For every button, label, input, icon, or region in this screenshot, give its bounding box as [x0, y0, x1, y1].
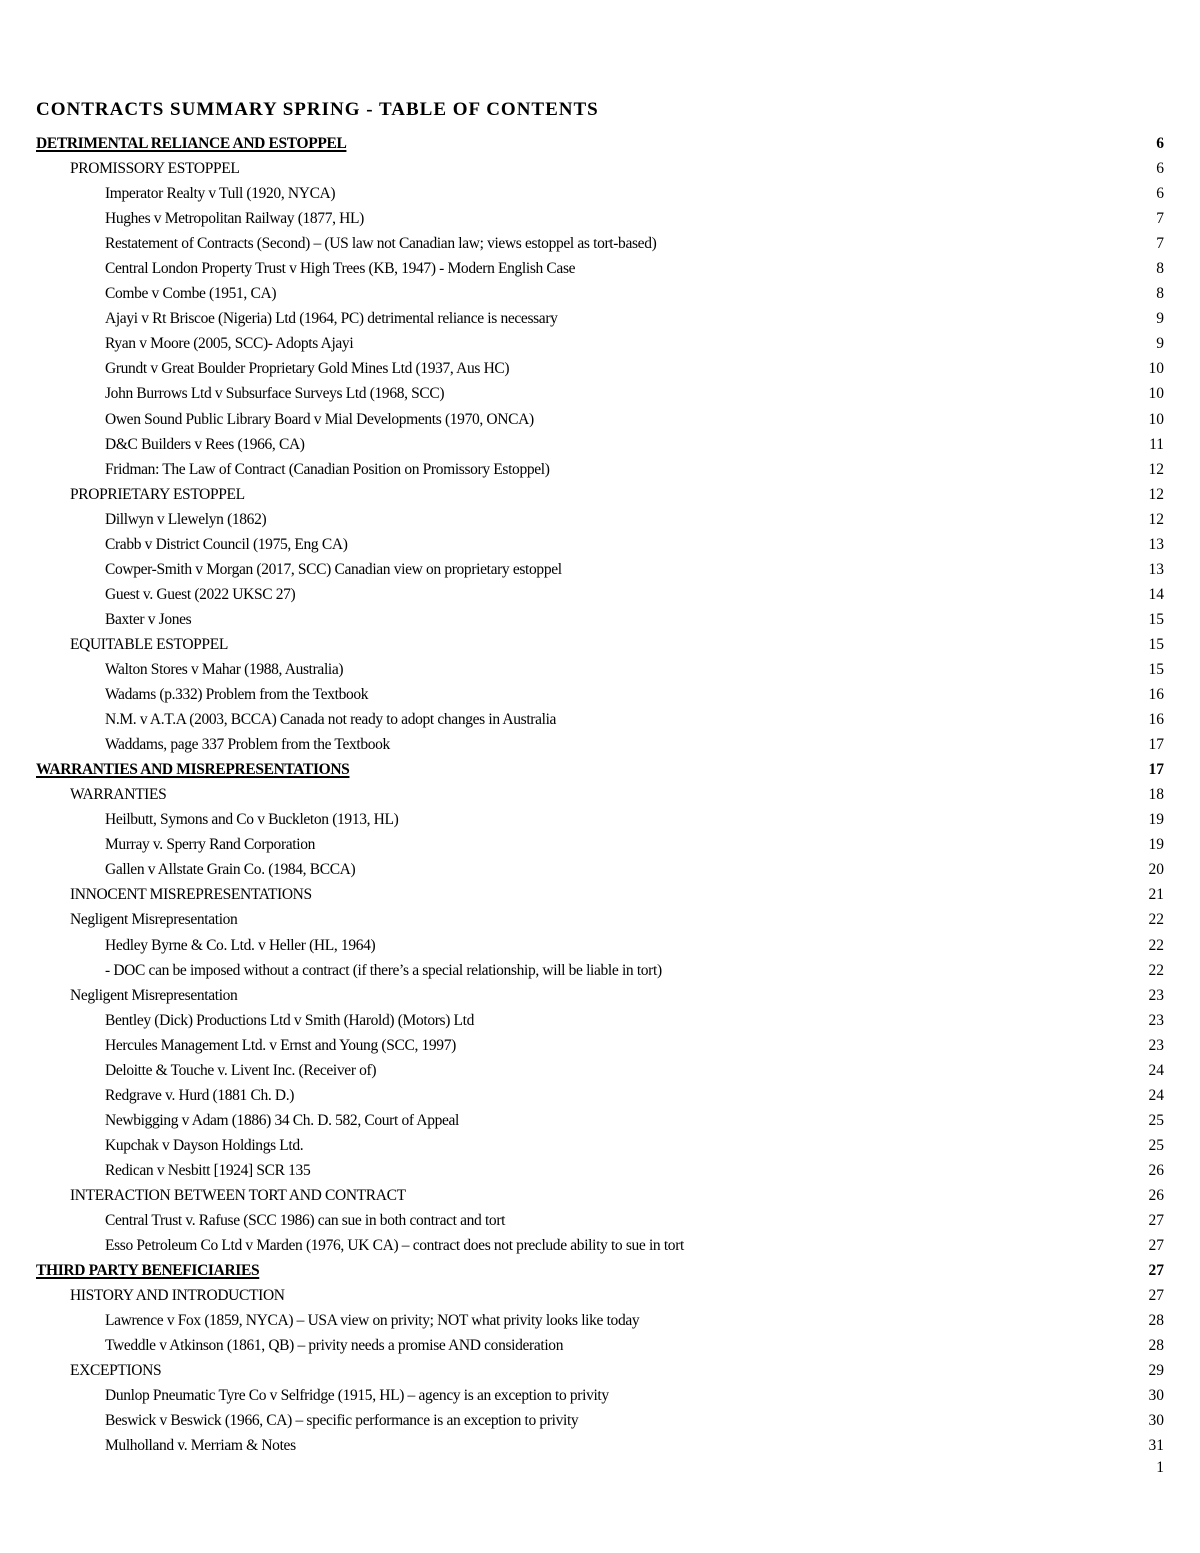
- toc-entry-title: Negligent Misrepresentation: [70, 911, 238, 929]
- toc-entry-title: Owen Sound Public Library Board v Mial Developments (1970, ONCA): [105, 410, 534, 428]
- toc-case-entry[interactable]: [36, 1158, 1164, 1183]
- toc-case-entry[interactable]: [36, 832, 1164, 857]
- toc-entry-title: D&C Builders v Rees (1966, CA): [105, 435, 305, 453]
- toc-subsection[interactable]: [36, 482, 1164, 507]
- toc-case-entry[interactable]: [36, 1233, 1164, 1258]
- toc-entry-page-number: 6: [1156, 185, 1164, 203]
- document-title: CONTRACTS SUMMARY SPRING - TABLE OF CONTENTS: [36, 99, 599, 120]
- toc-case-entry[interactable]: [36, 958, 1164, 983]
- toc-subsection[interactable]: [36, 907, 1164, 932]
- toc-case-entry[interactable]: [36, 1058, 1164, 1083]
- toc-entry-page-number: 13: [1148, 560, 1164, 578]
- toc-case-entry[interactable]: [36, 1208, 1164, 1233]
- toc-entry-page-number: 12: [1148, 510, 1164, 528]
- toc-case-entry[interactable]: [36, 206, 1164, 231]
- toc-case-entry[interactable]: [36, 532, 1164, 557]
- toc-case-entry[interactable]: [36, 1408, 1164, 1433]
- toc-entry-title: Wadams (p.332) Problem from the Textbook: [105, 686, 369, 704]
- toc-entry-page-number: 9: [1156, 310, 1164, 328]
- toc-subsection[interactable]: [36, 632, 1164, 657]
- toc-case-entry[interactable]: [36, 933, 1164, 958]
- toc-case-entry[interactable]: [36, 682, 1164, 707]
- toc-entry-page-number: 27: [1148, 1287, 1164, 1305]
- toc-entry-title: Kupchak v Dayson Holdings Ltd.: [105, 1136, 304, 1154]
- toc-entry-page-number: 8: [1156, 285, 1164, 303]
- toc-entry-page-number: 22: [1148, 936, 1164, 954]
- toc-entry-page-number: 8: [1156, 260, 1164, 278]
- toc-entry-title: Negligent Misrepresentation: [70, 986, 238, 1004]
- toc-section[interactable]: [36, 757, 1164, 782]
- toc-entry-title: Lawrence v Fox (1859, NYCA) – USA view on privity; NOT what privity looks like today: [105, 1312, 640, 1330]
- toc-entry-title: John Burrows Ltd v Subsurface Surveys Ltd (1968, SCC): [105, 385, 445, 403]
- toc-subsection[interactable]: [36, 1183, 1164, 1208]
- toc-entry-page-number: 27: [1148, 1262, 1164, 1280]
- toc-entry-page-number: 10: [1148, 360, 1164, 378]
- toc-case-entry[interactable]: [36, 231, 1164, 256]
- toc-entry-page-number: 27: [1148, 1237, 1164, 1255]
- toc-entry-title: EXCEPTIONS: [70, 1362, 162, 1380]
- toc-entry-title: Cowper-Smith v Morgan (2017, SCC) Canadian view on proprietary estoppel: [105, 560, 562, 578]
- toc-entry-page-number: 20: [1148, 861, 1164, 879]
- toc-entry-page-number: 14: [1148, 585, 1164, 603]
- toc-subsection[interactable]: [36, 882, 1164, 907]
- toc-entry-title: N.M. v A.T.A (2003, BCCA) Canada not ready to adopt changes in Australia: [105, 711, 557, 729]
- toc-case-entry[interactable]: [36, 432, 1164, 457]
- toc-case-entry[interactable]: [36, 407, 1164, 432]
- toc-case-entry[interactable]: [36, 582, 1164, 607]
- toc-entry-title: Imperator Realty v Tull (1920, NYCA): [105, 185, 336, 203]
- toc-entry-title: PROMISSORY ESTOPPEL: [70, 160, 240, 178]
- toc-entry-title: Grundt v Great Boulder Proprietary Gold Mines Ltd (1937, Aus HC): [105, 360, 510, 378]
- toc-entry-title: Baxter v Jones: [105, 610, 192, 628]
- toc-entry-title: Hedley Byrne & Co. Ltd. v Heller (HL, 1964): [105, 936, 376, 954]
- toc-entry-page-number: 6: [1156, 135, 1164, 152]
- toc-entry-title: Ryan v Moore (2005, SCC)- Adopts Ajayi: [105, 335, 354, 353]
- toc-entry-page-number: 18: [1148, 786, 1164, 804]
- toc-entry-page-number: 15: [1148, 660, 1164, 678]
- toc-case-entry[interactable]: [36, 356, 1164, 381]
- toc-entry-title: HISTORY AND INTRODUCTION: [70, 1287, 285, 1305]
- toc-subsection[interactable]: [36, 156, 1164, 181]
- toc-entry-page-number: 11: [1149, 435, 1164, 453]
- toc-case-entry[interactable]: [36, 1083, 1164, 1108]
- toc-entry-page-number: 13: [1148, 535, 1164, 553]
- toc-entry-title: Mulholland v. Merriam & Notes: [105, 1437, 296, 1455]
- toc-case-entry[interactable]: [36, 607, 1164, 632]
- toc-entry-title: Dunlop Pneumatic Tyre Co v Selfridge (1915, HL) – agency is an exception to privity: [105, 1387, 609, 1405]
- toc-entry-title: INTERACTION BETWEEN TORT AND CONTRACT: [70, 1186, 406, 1204]
- toc-entry-title: Beswick v Beswick (1966, CA) – specific performance is an exception to privity: [105, 1412, 579, 1430]
- toc-case-entry[interactable]: [36, 657, 1164, 682]
- toc-case-entry[interactable]: [36, 381, 1164, 406]
- toc-subsection[interactable]: [36, 1358, 1164, 1383]
- toc-entry-page-number: 26: [1148, 1161, 1164, 1179]
- toc-entry-page-number: 16: [1148, 711, 1164, 729]
- toc-case-entry[interactable]: [36, 457, 1164, 482]
- toc-entry-title: PROPRIETARY ESTOPPEL: [70, 485, 245, 503]
- toc-case-entry[interactable]: [36, 1308, 1164, 1333]
- toc-case-entry[interactable]: [36, 507, 1164, 532]
- toc-entry-title: Waddams, page 337 Problem from the Textbook: [105, 736, 390, 754]
- toc-entry-page-number: 30: [1148, 1412, 1164, 1430]
- toc-entry-page-number: 19: [1148, 811, 1164, 829]
- toc-case-entry[interactable]: [36, 181, 1164, 206]
- toc-entry-page-number: 16: [1148, 686, 1164, 704]
- toc-case-entry[interactable]: [36, 1008, 1164, 1033]
- toc-entry-title: Crabb v District Council (1975, Eng CA): [105, 535, 348, 553]
- toc-entry-title: Esso Petroleum Co Ltd v Marden (1976, UK CA) – contract does not preclude ability to sue in tort: [105, 1237, 684, 1255]
- toc-case-entry[interactable]: [36, 857, 1164, 882]
- toc-entry-title: DETRIMENTAL RELIANCE AND ESTOPPEL: [36, 135, 347, 152]
- toc-entry-title: WARRANTIES AND MISREPRESENTATIONS: [36, 761, 350, 779]
- toc-entry-page-number: 17: [1148, 736, 1164, 754]
- toc-entry-page-number: 22: [1148, 961, 1164, 979]
- toc-entry-page-number: 28: [1148, 1312, 1164, 1330]
- toc-entry-page-number: 22: [1148, 911, 1164, 929]
- toc-entry-title: Redgrave v. Hurd (1881 Ch. D.): [105, 1086, 295, 1104]
- toc-entry-page-number: 15: [1148, 610, 1164, 628]
- toc-entry-title: Tweddle v Atkinson (1861, QB) – privity needs a promise AND consideration: [105, 1337, 564, 1355]
- toc-entry-title: Redican v Nesbitt [1924] SCR 135: [105, 1161, 311, 1179]
- toc-entry-title: Gallen v Allstate Grain Co. (1984, BCCA): [105, 861, 356, 879]
- toc-entry-page-number: 10: [1148, 385, 1164, 403]
- toc-entry-title: THIRD PARTY BENEFICIARIES: [36, 1262, 260, 1280]
- toc-subsection[interactable]: [36, 782, 1164, 807]
- toc-entry-title: Bentley (Dick) Productions Ltd v Smith (Harold) (Motors) Ltd: [105, 1011, 475, 1029]
- toc-entry-title: Deloitte & Touche v. Livent Inc. (Receiver of): [105, 1061, 377, 1079]
- toc-case-entry[interactable]: [36, 1033, 1164, 1058]
- toc-entry-page-number: 31: [1148, 1437, 1164, 1455]
- toc-entry-title: - DOC can be imposed without a contract (if there’s a special relationship, will be liable in tort): [105, 961, 662, 979]
- toc-case-entry[interactable]: [36, 1333, 1164, 1358]
- toc-entry-page-number: 24: [1148, 1061, 1164, 1079]
- page-number: 1: [1156, 1459, 1164, 1476]
- toc-entry-page-number: 12: [1148, 485, 1164, 503]
- toc-entry-page-number: 15: [1148, 635, 1164, 653]
- toc-section[interactable]: [36, 131, 1164, 156]
- toc-case-entry[interactable]: [36, 281, 1164, 306]
- toc-entry-page-number: 6: [1156, 160, 1164, 178]
- toc-case-entry[interactable]: [36, 707, 1164, 732]
- table-of-contents: [36, 131, 1164, 1458]
- toc-entry-title: EQUITABLE ESTOPPEL: [70, 635, 228, 653]
- toc-case-entry[interactable]: [36, 732, 1164, 757]
- toc-entry-title: WARRANTIES: [70, 786, 167, 804]
- toc-subsection[interactable]: [36, 1283, 1164, 1308]
- toc-case-entry[interactable]: [36, 256, 1164, 281]
- toc-entry-title: Heilbutt, Symons and Co v Buckleton (1913, HL): [105, 811, 399, 829]
- toc-entry-title: Dillwyn v Llewelyn (1862): [105, 510, 267, 528]
- toc-case-entry[interactable]: [36, 1383, 1164, 1408]
- toc-case-entry[interactable]: [36, 1133, 1164, 1158]
- toc-entry-title: INNOCENT MISREPRESENTATIONS: [70, 886, 312, 904]
- toc-entry-title: Combe v Combe (1951, CA): [105, 285, 277, 303]
- toc-entry-page-number: 23: [1148, 986, 1164, 1004]
- toc-entry-page-number: 19: [1148, 836, 1164, 854]
- toc-entry-title: Central Trust v. Rafuse (SCC 1986) can sue in both contract and tort: [105, 1212, 506, 1230]
- toc-case-entry[interactable]: [36, 1108, 1164, 1133]
- toc-section[interactable]: [36, 1258, 1164, 1283]
- toc-entry-page-number: 29: [1148, 1362, 1164, 1380]
- toc-entry-page-number: 30: [1148, 1387, 1164, 1405]
- toc-entry-page-number: 25: [1148, 1136, 1164, 1154]
- toc-entry-title: Central London Property Trust v High Trees (KB, 1947) - Modern English Case: [105, 260, 576, 278]
- toc-entry-title: Fridman: The Law of Contract (Canadian Position on Promissory Estoppel): [105, 460, 550, 478]
- toc-entry-page-number: 26: [1148, 1186, 1164, 1204]
- toc-entry-title: Newbigging v Adam (1886) 34 Ch. D. 582, Court of Appeal: [105, 1111, 460, 1129]
- toc-case-entry[interactable]: [36, 807, 1164, 832]
- toc-entry-title: Hughes v Metropolitan Railway (1877, HL): [105, 210, 364, 228]
- toc-entry-title: Restatement of Contracts (Second) – (US law not Canadian law; views estoppel as tort-based): [105, 235, 657, 253]
- toc-entry-page-number: 23: [1148, 1036, 1164, 1054]
- toc-entry-page-number: 9: [1156, 335, 1164, 353]
- toc-entry-page-number: 25: [1148, 1111, 1164, 1129]
- toc-entry-title: Walton Stores v Mahar (1988, Australia): [105, 660, 344, 678]
- toc-entry-title: Ajayi v Rt Briscoe (Nigeria) Ltd (1964, PC) detrimental reliance is necessary: [105, 310, 558, 328]
- toc-entry-page-number: 21: [1148, 886, 1164, 904]
- toc-entry-page-number: 28: [1148, 1337, 1164, 1355]
- toc-entry-page-number: 7: [1156, 210, 1164, 228]
- toc-entry-page-number: 24: [1148, 1086, 1164, 1104]
- toc-case-entry[interactable]: [36, 1433, 1164, 1458]
- toc-entry-page-number: 12: [1148, 460, 1164, 478]
- toc-entry-page-number: 27: [1148, 1212, 1164, 1230]
- toc-entry-page-number: 17: [1148, 761, 1164, 779]
- toc-entry-title: Murray v. Sperry Rand Corporation: [105, 836, 315, 854]
- toc-entry-title: Guest v. Guest (2022 UKSC 27): [105, 585, 296, 603]
- toc-case-entry[interactable]: [36, 331, 1164, 356]
- toc-entry-page-number: 23: [1148, 1011, 1164, 1029]
- toc-entry-page-number: 7: [1156, 235, 1164, 253]
- toc-entry-page-number: 10: [1148, 410, 1164, 428]
- toc-subsection[interactable]: [36, 983, 1164, 1008]
- toc-entry-title: Hercules Management Ltd. v Ernst and Young (SCC, 1997): [105, 1036, 456, 1054]
- toc-case-entry[interactable]: [36, 557, 1164, 582]
- toc-case-entry[interactable]: [36, 306, 1164, 331]
